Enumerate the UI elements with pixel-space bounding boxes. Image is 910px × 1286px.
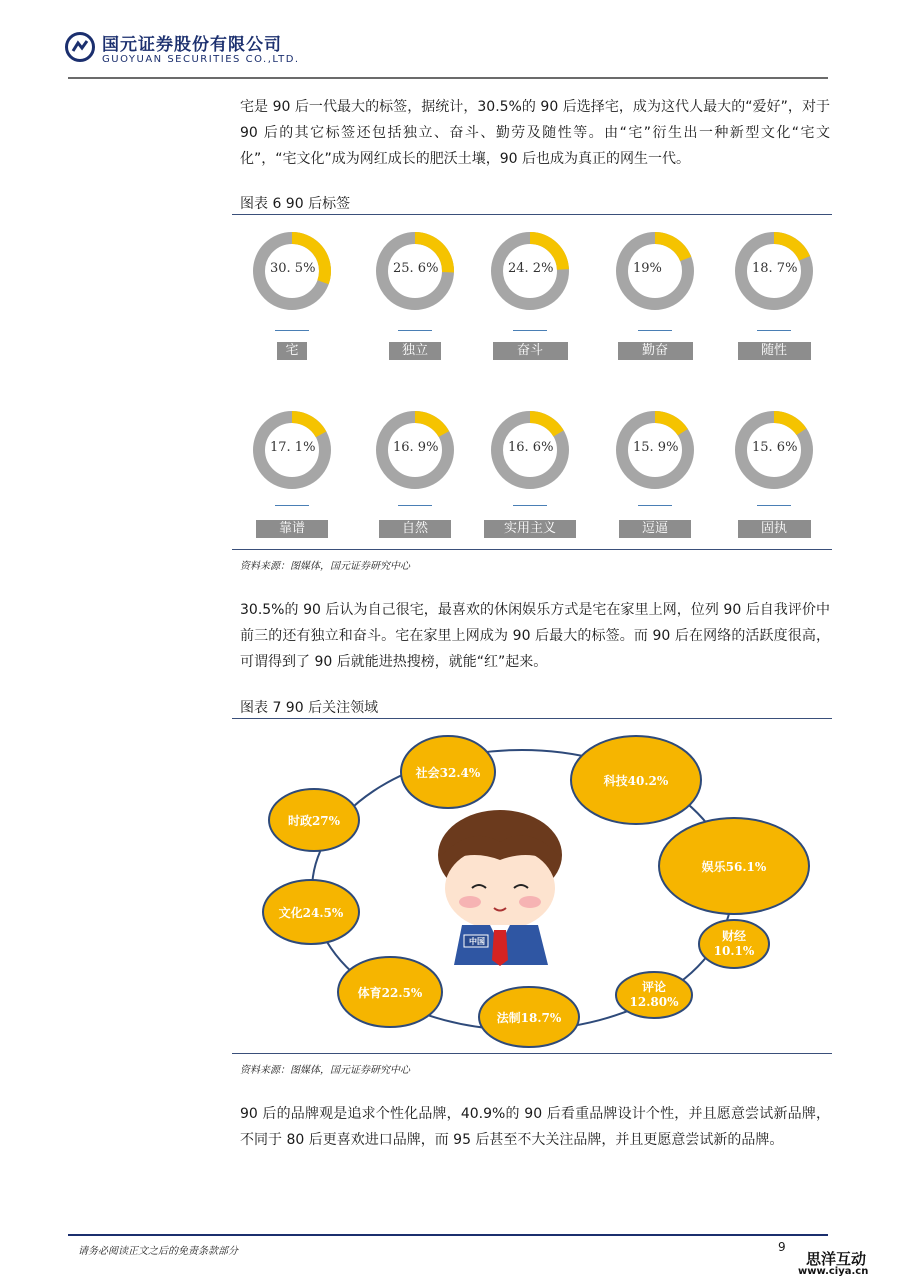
focus-area-label: 体育22.5% <box>357 986 423 1000</box>
donut-value-label: 24. 2% <box>508 261 554 276</box>
donut-category-label: 独立 <box>389 342 441 360</box>
focus-area-label: 法制18.7% <box>496 1011 562 1025</box>
donut-category-label: 自然 <box>379 520 451 538</box>
watermark-url: www.ciya.cn <box>798 1266 869 1277</box>
watermark-name: 思洋互动 <box>806 1250 867 1268</box>
donut-value-label: 19% <box>633 261 662 276</box>
figure-6-source: 资料来源：图媒体，国元证券研究中心 <box>240 561 410 572</box>
donut-category-label: 固执 <box>738 520 811 538</box>
donut-value-label: 16. 6% <box>508 440 554 455</box>
company-name-en: GUOYUAN SECURITIES CO.,LTD. <box>102 54 300 65</box>
donut-value-label: 30. 5% <box>270 261 316 276</box>
page-number: 9 <box>778 1240 786 1254</box>
donut-category-label: 宅 <box>277 342 307 360</box>
donut-category-label: 勤奋 <box>618 342 693 360</box>
donut-value-label: 18. 7% <box>752 261 798 276</box>
focus-area-label: 时政27% <box>287 814 341 828</box>
cartoon-badge-text: 中国 <box>469 937 485 946</box>
donut-value-label: 25. 6% <box>393 261 439 276</box>
figure-7-bottom-rule <box>232 1053 832 1054</box>
figure-7-title: 图表 7 90 后关注领域 <box>240 700 379 716</box>
donut-category-label: 靠谱 <box>256 520 328 538</box>
focus-area-label: 科技40.2% <box>603 774 669 788</box>
donut-category-label: 实用主义 <box>484 520 576 538</box>
disclaimer-note: 请务必阅读正文之后的免责条款部分 <box>78 1246 238 1257</box>
body-paragraph-3: 90 后的品牌观是追求个性化品牌，40.9%的 90 后看重品牌设计个性，并且愿意尝试新品牌，不同于 80 后更喜欢进口品牌，而 95 后甚至不大关注品牌，并且更愿意尝试新的品牌。 <box>240 1106 830 1148</box>
body-paragraph-1: 宅是 90 后一代最大的标签，据统计，30.5%的 90 后选择宅，成为这代人最大的“爱好”，对于 90 后的其它标签还包括独立、奋斗、勤劳及随性等。由“宅”衍生出一种新型文化“宅文化”，“宅文化”成为网红成长的肥沃土壤，90 后也成为真正的网生一代。 <box>240 99 830 167</box>
donut-value-label: 16. 9% <box>393 440 439 455</box>
company-name-cn: 国元证券股份有限公司 <box>102 35 282 55</box>
focus-area-label: 文化24.5% <box>278 906 344 920</box>
focus-area-label: 财经 10.1% <box>713 929 755 958</box>
donut-category-label: 逗逼 <box>619 520 691 538</box>
donut-category-label: 随性 <box>738 342 811 360</box>
focus-area-label: 娱乐56.1% <box>701 860 767 874</box>
figure-6-title: 图表 6 90 后标签 <box>240 196 351 212</box>
figure-7-source: 资料来源：图媒体，国元证券研究中心 <box>240 1065 410 1076</box>
focus-area-label: 评论 12.80% <box>629 980 679 1009</box>
body-paragraph-2: 30.5%的 90 后认为自己很宅，最喜欢的休闲娱乐方式是宅在家里上网，位列 90 后自我评价中前三的还有独立和奋斗。宅在家里上网成为 90 后最大的标签。而 90 后在网络的活跃度很高，可谓得到了 90 后就能进热搜榜，就能“红”起来。 <box>240 602 830 670</box>
donut-value-label: 15. 6% <box>752 440 798 455</box>
footer-divider <box>68 1234 828 1236</box>
donut-value-label: 17. 1% <box>270 440 316 455</box>
donut-value-label: 15. 9% <box>633 440 679 455</box>
donut-category-label: 奋斗 <box>493 342 568 360</box>
focus-area-label: 社会32.4% <box>415 766 481 780</box>
